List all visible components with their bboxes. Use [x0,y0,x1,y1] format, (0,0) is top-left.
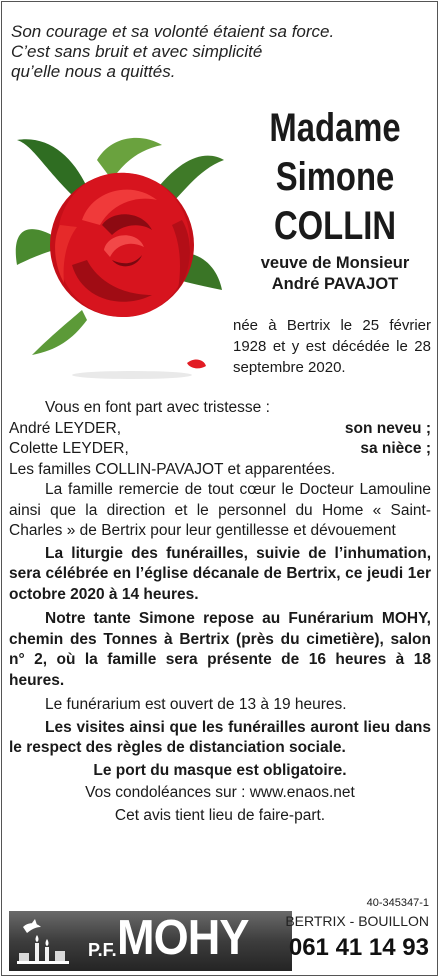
widow-line: veuve de Monsieur [260,254,410,272]
notice-text: Cet avis tient lieu de faire-part. [114,806,326,824]
announce-text: Vous en font part avec tristesse : [45,399,270,416]
phone-number: 061 41 14 93 [288,934,429,961]
thanks-text: La famille remercie de tout cœur le Docteur Lamouline ainsi que la direction et le personnel du Home « Saint-Charles » de Bertrix pour leur gentillesse et dévouement [9,481,431,539]
locations: BERTRIX - BOUILLON [285,913,429,929]
family-row [9,419,431,440]
widow-of [236,253,434,295]
name-first: Simone [275,155,395,199]
family-name: Colette LEYDER, [9,440,129,457]
mask-text: Le port du masque est obligatoire. [93,761,347,779]
widow-line: André PAVAJOT [271,275,399,293]
mohy-logo [9,911,292,971]
family-name: André LEYDER, [9,419,121,437]
name-last: COLLIN [273,204,397,248]
dove-candles-icon [15,917,81,965]
resting-place-text: Notre tante Simone repose au Funérarium MOHY, chemin des Tonnes à Bertrix (près du cimetière), salon n° 2, où la famille sera présente de 16 heures à 18 heures. [9,610,431,689]
families-text: Les familles COLLIN-PAVAJOT et apparentées. [9,460,336,478]
pf-label: P.F. [88,940,117,960]
reference-number: 40-345347-1 [366,897,429,909]
liturgy-text: La liturgie des funérailles, suivie de l’inhumation, sera célébrée en l’église décanale de Bertrix, ce jeudi 1er octobre 2020 à 14 heures. [9,544,431,603]
red-rose-image [12,125,224,383]
brand-name: MOHY [117,911,249,965]
family-row [9,439,431,460]
opening-hours-text: Le funérarium est ouvert de 13 à 19 heures. [45,696,347,713]
family-relation: sa nièce ; [360,440,431,457]
quote-line: qu’elle nous a quittés. [11,62,176,81]
quote-line: C’est sans bruit et avec simplicité [11,42,263,61]
family-relation: son neveu ; [344,419,431,437]
condolences-text: Vos condoléances sur : www.enaos.net [85,784,355,801]
name-title: Madame [269,106,401,150]
notice-body [9,398,431,826]
visits-text: Les visites ainsi que les funérailles auront lieu dans le respect des règles de distanciation sociale. [9,718,431,756]
epitaph-quote [11,22,411,82]
quote-line: Son courage et sa volonté étaient sa force. [11,22,335,41]
birth-death-info: née à Bertrix le 25 février 1928 et y est décédée le 28 septembre 2020. [233,317,431,376]
funeral-home-banner [9,911,429,971]
deceased-name [236,104,434,251]
